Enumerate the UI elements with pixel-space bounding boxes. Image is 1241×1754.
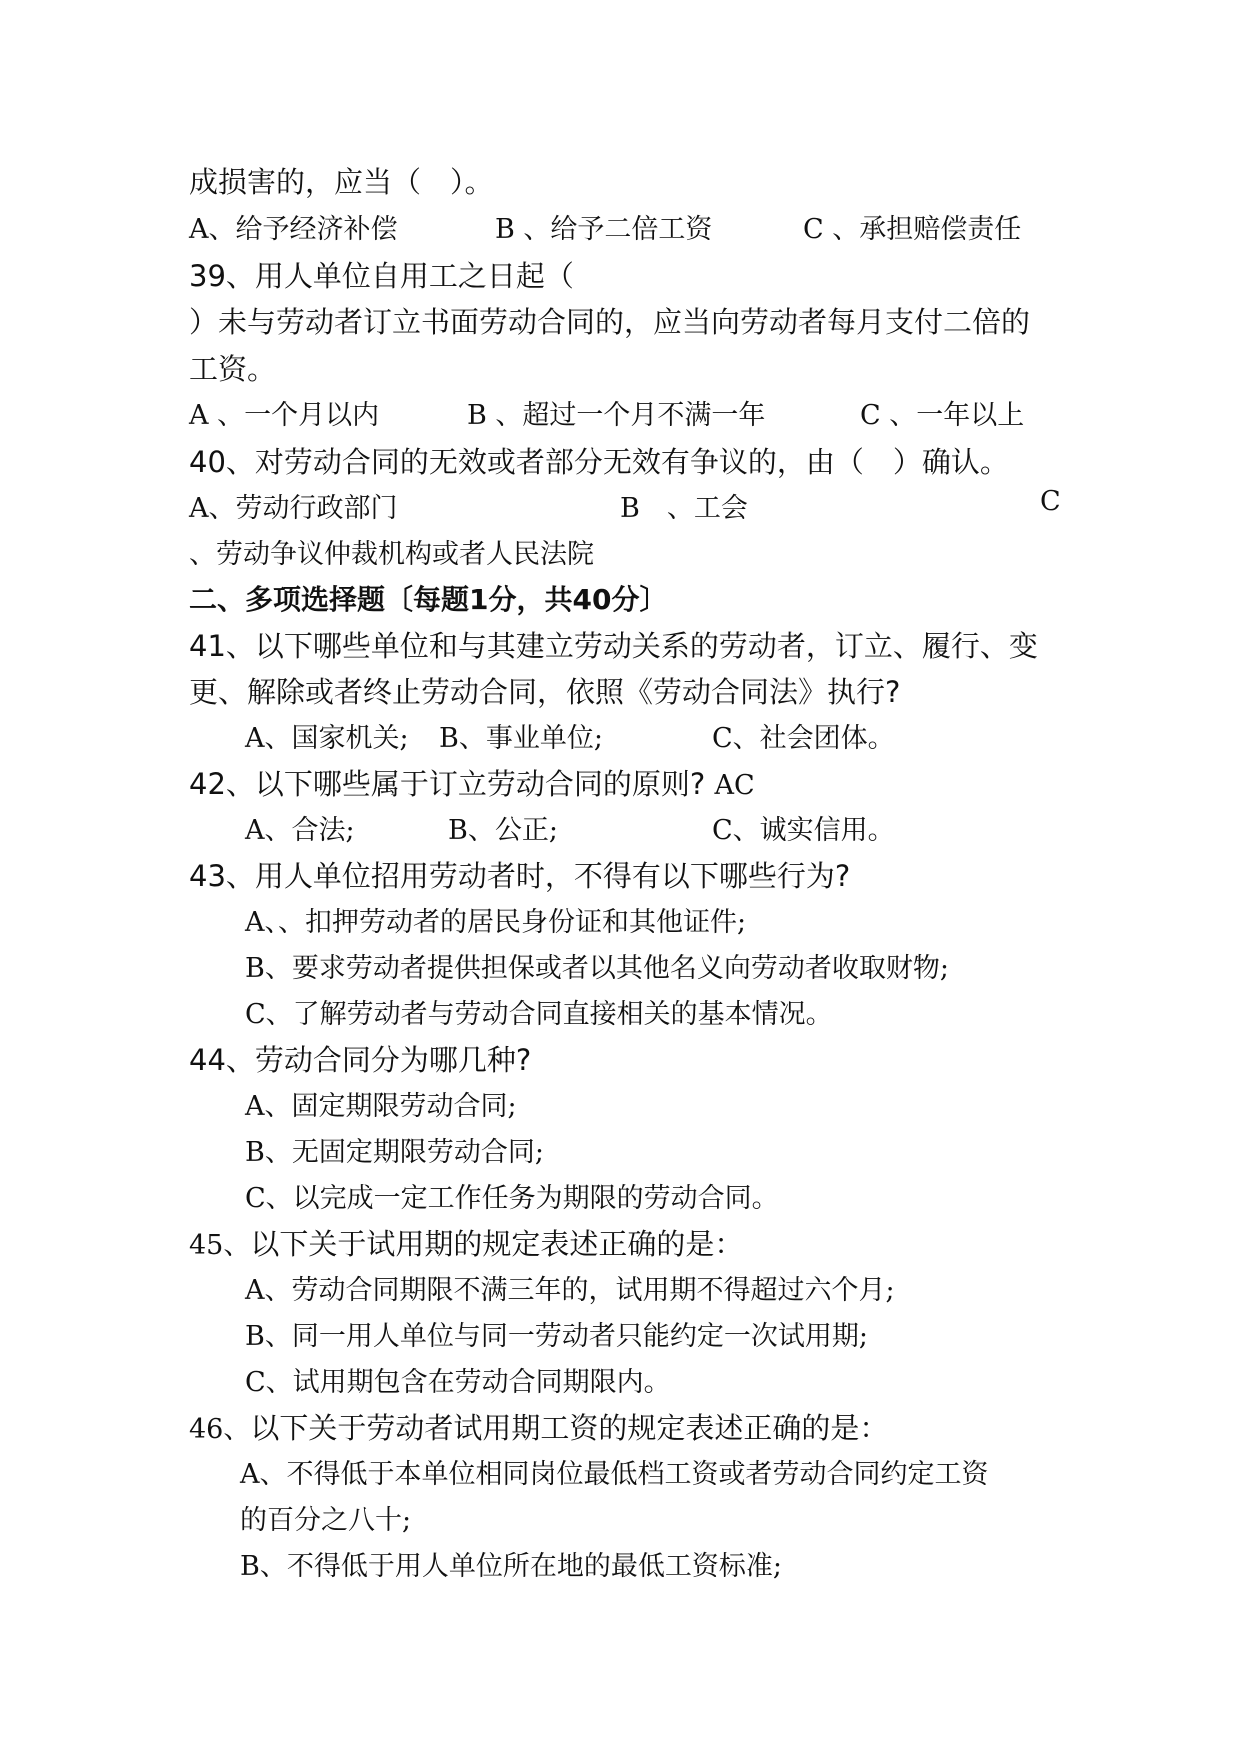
q42-option-c: C、诚实信用。: [712, 815, 895, 846]
q45-option-c: C、试用期包含在劳动合同期限内。: [245, 1367, 671, 1398]
q39-line2: ）未与劳动者订立书面劳动合同的，应当向劳动者每月支付二倍的: [189, 305, 1031, 339]
q46-question: 以下关于劳动者试用期工资的规定表述正确的是：: [250, 1411, 889, 1445]
q46-option-a-line2: 的百分之八十;: [240, 1505, 412, 1536]
q43-option-a: A、、扣押劳动者的居民身份证和其他证件;: [245, 907, 747, 938]
q44-option-c: C、以完成一定工作任务为期限的劳动合同。: [245, 1183, 779, 1214]
q42-option-b: B、公正;: [448, 815, 558, 846]
q42-question: 42、以下哪些属于订立劳动合同的原则?: [189, 767, 706, 801]
q44-option-a: A、固定期限劳动合同;: [245, 1091, 517, 1122]
q46-option-a-line1: A、不得低于本单位相同岗位最低档工资或者劳动合同约定工资: [240, 1459, 989, 1490]
q40-option-b: B 、工会: [620, 493, 748, 524]
q39-option-a: A 、一个月以内: [189, 400, 380, 431]
q38-option-c: C 、承担赔偿责任: [803, 214, 1022, 245]
q39-line1: 39、用人单位自用工之日起（: [189, 259, 574, 293]
q41-line1: 41、以下哪些单位和与其建立劳动关系的劳动者，订立、履行、变: [189, 629, 1038, 663]
q42-answer: AC: [714, 770, 755, 801]
q41-option-a: A、国家机关;: [245, 723, 409, 754]
q45-option-b: B、同一用人单位与同一劳动者只能约定一次试用期;: [245, 1321, 868, 1352]
q45-number: 45、: [189, 1230, 251, 1261]
q45-text: [189, 1222, 743, 1263]
q40-option-a: A、劳动行政部门: [189, 493, 398, 524]
q42-text: [189, 762, 755, 803]
q43-text: 43、用人单位招用劳动者时，不得有以下哪些行为?: [189, 859, 851, 893]
q43-option-c: C、了解劳动者与劳动合同直接相关的基本情况。: [245, 999, 833, 1030]
q41-option-c: C、社会团体。: [712, 723, 895, 754]
q39-line3: 工资。: [189, 352, 277, 386]
q41-option-b: B、事业单位;: [439, 723, 603, 754]
q38-option-b: B 、给予二倍工资: [495, 214, 713, 245]
q40-option-c: C: [1040, 486, 1061, 517]
q38-text: 成损害的，应当（ ）。: [189, 165, 494, 199]
section-heading: 二、多项选择题〔每题1分，共40分〕: [189, 583, 668, 616]
q44-option-b: B、无固定期限劳动合同;: [245, 1137, 544, 1168]
q40-text: 40、对劳动合同的无效或者部分无效有争议的，由（ ）确认。: [189, 445, 1009, 479]
q41-line2: 更、解除或者终止劳动合同，依照《劳动合同法》执行?: [189, 675, 901, 709]
q43-option-b: B、要求劳动者提供担保或者以其他名义向劳动者收取财物;: [245, 953, 949, 984]
q39-option-b: B 、超过一个月不满一年: [467, 400, 766, 431]
q40-option-c-continuation: 、劳动争议仲裁机构或者人民法院: [189, 539, 594, 570]
q46-number: 46、: [189, 1414, 251, 1445]
q38-option-a: A、给予经济补偿: [189, 214, 398, 245]
q46-text: [189, 1406, 888, 1447]
q45-option-a: A、劳动合同期限不满三年的，试用期不得超过六个月;: [245, 1275, 895, 1306]
q39-option-c: C 、一年以上: [860, 400, 1025, 431]
q42-option-a: A、合法;: [245, 815, 355, 846]
q46-option-b: B、不得低于用人单位所在地的最低工资标准;: [240, 1551, 782, 1582]
q44-text: 44、劳动合同分为哪几种?: [189, 1043, 532, 1077]
q45-question: 以下关于试用期的规定表述正确的是：: [250, 1227, 744, 1261]
